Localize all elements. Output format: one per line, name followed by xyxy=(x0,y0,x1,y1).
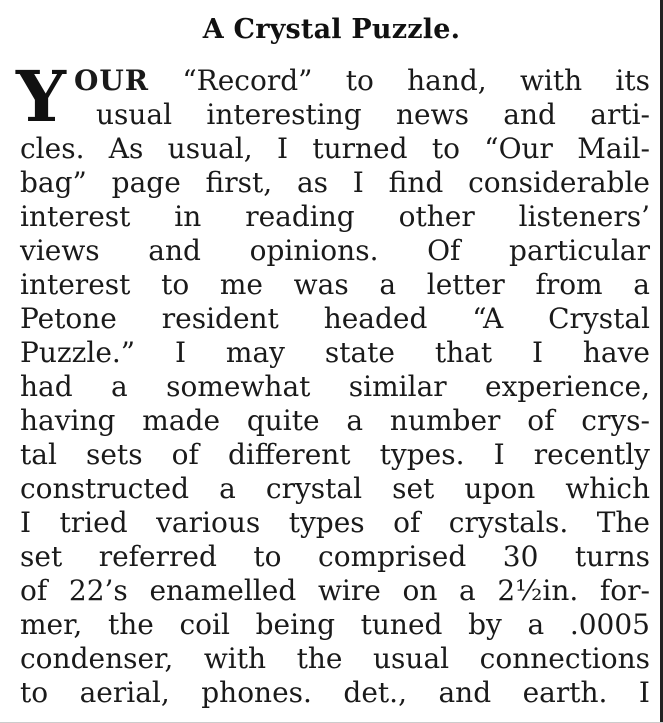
article-line-10: had a somewhat similar experience, xyxy=(20,370,650,403)
article-line-13: constructed a crystal set upon which xyxy=(20,472,650,505)
drop-cap-letter: Y xyxy=(16,55,66,138)
article-line-11: having made quite a number of crys- xyxy=(20,404,650,437)
article-line-8: Petone resident headed “A Crystal xyxy=(20,302,650,335)
article-line-5: interest in reading other listeners’ xyxy=(20,200,650,233)
article-line-15: set referred to comprised 30 turns xyxy=(20,540,650,573)
article-line-1 xyxy=(74,64,650,98)
article-line-14: I tried various types of crystals. The xyxy=(20,506,650,539)
article-line-17: mer, the coil being tuned by a .0005 xyxy=(20,608,650,641)
article-line-3: cles. As usual, I turned to “Our Mail- xyxy=(20,132,650,165)
article-line-18: condenser, with the usual connections xyxy=(20,642,650,675)
article-line-19: to aerial, phones. det., and earth. I xyxy=(20,676,650,709)
article-line-2: usual interesting news and arti- xyxy=(96,98,650,131)
article-line-12: tal sets of different types. I recently xyxy=(20,438,650,471)
article-line-4: bag” page first, as I find considerable xyxy=(20,166,650,199)
article-line-1-text: OUR “Record” to hand, with its xyxy=(74,64,650,97)
drop-cap-word-rest: OUR xyxy=(74,64,150,97)
article-line-9: Puzzle.” I may state that I have xyxy=(20,336,650,369)
article-line-6: views and opinions. Of particular xyxy=(20,234,650,267)
article-line-16: of 22’s enamelled wire on a 2½in. for- xyxy=(20,574,650,607)
article-headline: A Crystal Puzzle. xyxy=(202,14,461,45)
article-line-7: interest to me was a letter from a xyxy=(20,268,650,301)
